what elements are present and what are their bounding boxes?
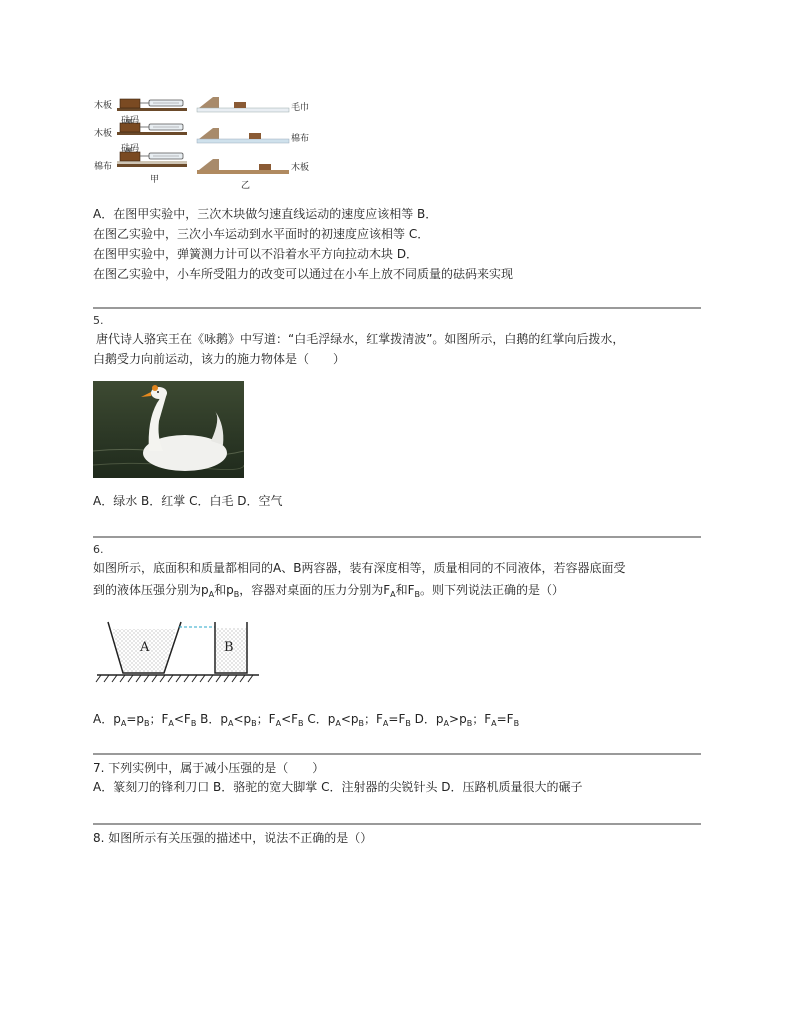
q4-option-line-4: 在图乙实验中，小车所受阻力的改变可以通过在小车上放不同质量的砝码来实现 — [93, 267, 514, 281]
sub: B — [251, 719, 257, 728]
jia-caption: 甲 — [150, 175, 160, 185]
sub: A — [228, 719, 234, 728]
q7-title: 7. 下列实例中，属于减小压强的是（ ） — [93, 761, 325, 775]
q6-opt-c-p: C．p — [303, 712, 336, 726]
q6-opt-c-f: ；F — [364, 712, 383, 726]
q4-option-line-3: 在图甲实验中，弹簧测力计可以不沿着水平方向拉动木块 D． — [93, 247, 419, 261]
q6-opt-c-prel: <p — [340, 712, 359, 726]
jia-label-row2: 木板 — [94, 129, 113, 139]
q6-opt-a-prel: =p — [126, 712, 144, 726]
q5-number: 5. — [93, 314, 104, 327]
q6-stem-sub-fb: B — [414, 590, 421, 599]
q8-title: 8. 如图所示有关压强的描述中，说法不正确的是（） — [93, 831, 373, 845]
q6-stem-2c: ，容器对桌面的压力分别为F — [239, 583, 391, 597]
q6-stem-sub-fa: A — [390, 590, 396, 599]
jia-weight-label-1: 砝码 — [121, 116, 140, 126]
q6-stem-2a: 到的液体压强分别为p — [93, 583, 209, 597]
q6-opt-a-f: ；F — [149, 712, 169, 726]
q6-opt-c-frel: =F — [388, 712, 406, 726]
q6-opt-b-p: B．p — [196, 712, 229, 726]
goose-photo — [93, 381, 244, 478]
sub: B — [190, 719, 197, 728]
container-b-label: B — [224, 640, 234, 655]
sub: B — [143, 719, 150, 728]
q6-opt-d-p: D．p — [410, 712, 444, 726]
divider-q7 — [93, 753, 701, 755]
figure-yi — [197, 97, 289, 174]
q6-options — [93, 711, 519, 727]
yi-caption: 乙 — [241, 181, 251, 191]
q7-options: A．篆刻刀的锋利刀口 B．骆驼的宽大脚掌 C．注射器的尖锐针头 D．压路机质量很大的碾子 — [93, 780, 583, 794]
yi-label-row3: 木板 — [291, 163, 310, 173]
q6-opt-b-prel: <p — [233, 712, 252, 726]
q6-opt-d-prel: >p — [449, 712, 467, 726]
q6-stem-2e: 。则下列说法正确的是（） — [420, 583, 565, 597]
divider-q8 — [93, 823, 701, 825]
q5-stem-line-1: 唐代诗人骆宾王在《咏鹅》中写道：“白毛浮绿水，红掌拨清波”。如图所示，白鹅的红掌向后拨水， — [96, 332, 625, 346]
sub: A — [491, 719, 497, 728]
sub: B — [513, 719, 520, 728]
q6-stem-2d: 和F — [395, 583, 415, 597]
sub: B — [358, 719, 364, 728]
sub: A — [120, 719, 127, 728]
jia-weight-label-2: 砝码 — [121, 144, 140, 154]
sub: A — [168, 719, 174, 728]
q5-options: A．绿水 B．红掌 C．白毛 D．空气 — [93, 494, 283, 508]
yi-label-row1: 毛巾 — [291, 103, 310, 113]
q6-opt-d-f: ；F — [472, 712, 492, 726]
q6-opt-b-frel: <F — [281, 712, 299, 726]
yi-label-row2: 棉布 — [291, 134, 310, 144]
q6-opt-d-frel: =F — [496, 712, 514, 726]
sub: B — [405, 719, 411, 728]
q6-opt-a-frel: <F — [173, 712, 191, 726]
q6-stem-sub-a: A — [208, 590, 215, 599]
q6-opt-b-f: ；F — [256, 712, 276, 726]
divider-q6 — [93, 536, 701, 538]
sub: B — [298, 719, 304, 728]
q4-option-line-1: A．在图甲实验中，三次木块做匀速直线运动的速度应该相等 B． — [93, 207, 438, 221]
q6-stem-line-2 — [93, 582, 564, 598]
sub: A — [382, 719, 389, 728]
q6-stem-sub-b: B — [233, 590, 240, 599]
sub: B — [466, 719, 473, 728]
q6-containers-figure — [95, 618, 265, 688]
q5-stem-line-2: 白鹅受力向前运动，该力的施力物体是（ ） — [93, 352, 346, 366]
q4-option-line-2: 在图乙实验中，三次小车运动到水平面时的初速度应该相等 C． — [93, 227, 430, 241]
q6-opt-a-p: A．p — [93, 712, 121, 726]
sub: A — [275, 719, 282, 728]
q6-number: 6. — [93, 543, 104, 556]
sub: A — [443, 719, 450, 728]
q6-stem-2b: 和p — [214, 583, 234, 597]
jia-label-row1: 木板 — [94, 101, 113, 111]
divider-q5 — [93, 307, 701, 309]
jia-label-row3: 棉布 — [94, 162, 113, 172]
container-a-label: A — [140, 640, 150, 655]
sub: A — [335, 719, 341, 728]
q6-stem-line-1: 如图所示，底面积和质量都相同的A、B两容器，装有深度相等，质量相同的不同液体，若容器底面受 — [93, 561, 626, 575]
